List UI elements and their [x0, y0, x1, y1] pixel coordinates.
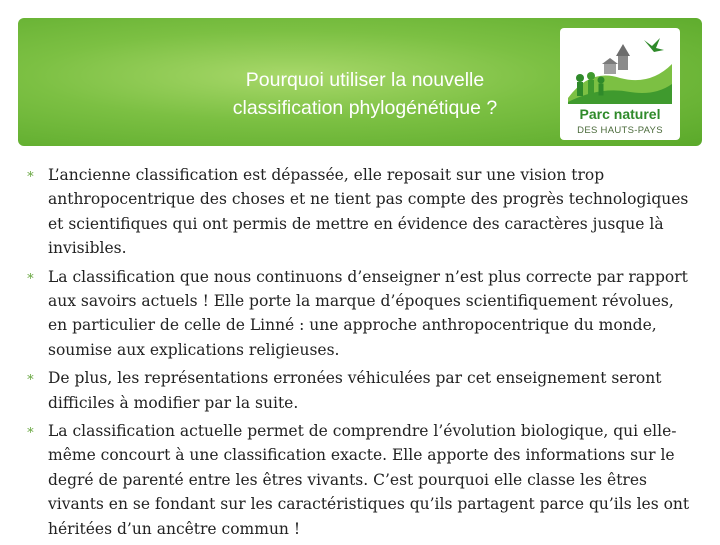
- list-item: [26, 265, 694, 363]
- slide-title: [150, 66, 580, 122]
- list-item-text: La classification que nous continuons d’enseigner n’est plus correcte par rapport aux savoirs actuels ! Elle porte la marque d’époques scientifiquement révolues, en particulier de celle de Linné : une approche anthropocentrique du monde, soumise aux explications religieuses.: [48, 267, 688, 359]
- list-item-text: L’ancienne classification est dépassée, elle reposait sur une vision trop anthropocentrique des choses et ne tient pas compte des progrès technologiques et scientifiques qui ont permis de mettre en évidence des caractères jusque là invisibles.: [48, 166, 689, 258]
- bullet-list: [26, 163, 694, 545]
- park-logo: [560, 28, 680, 140]
- park-logo-emblem-icon: [560, 28, 680, 108]
- list-item: [26, 366, 694, 415]
- title-line-2: classification phylogénétique ?: [232, 97, 498, 119]
- bullet-icon: ∗: [26, 167, 35, 182]
- bullet-icon: ∗: [26, 423, 35, 439]
- logo-name: Parc naturel: [579, 106, 661, 122]
- logo-subname: DES HAUTS-PAYS: [577, 125, 663, 136]
- bullet-icon: ∗: [26, 268, 35, 284]
- title-line-1: Pourquoi utiliser la nouvelle: [245, 69, 485, 91]
- list-item: [26, 419, 694, 541]
- list-item-text: De plus, les représentations erronées véhiculées par cet enseignement seront difficiles à modifier par la suite.: [48, 369, 662, 412]
- list-item: [26, 163, 694, 261]
- bullet-icon: ∗: [26, 370, 35, 386]
- list-item-text: La classification actuelle permet de comprendre l’évolution biologique, qui elle-même concourt à une classification exacte. Elle apporte des informations sur le degré de parenté entre les êtres vivants. C’est pourquoi elle classe les êtres vivants en se fondant sur les caractéristiques qu’ils partagent parce qu’ils les ont héritées d’un ancêtre commun !: [48, 422, 690, 538]
